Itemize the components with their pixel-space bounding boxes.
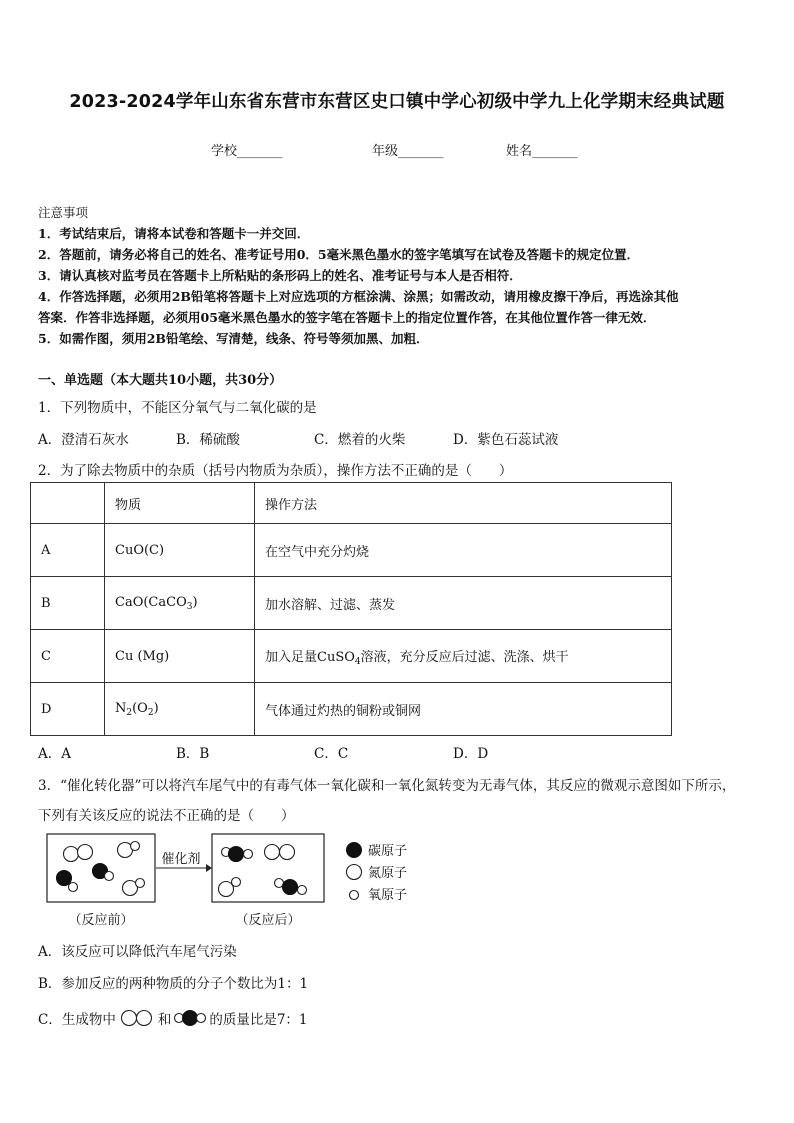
- notice-item-2: 2．答题前，请务必将自己的姓名、准考证号用0．5毫米黑色墨水的签字笔填写在试卷及答题卡的规定位置．: [38, 247, 640, 262]
- formula-end: ): [192, 594, 198, 610]
- table-header-cell: 操作方法: [255, 483, 672, 524]
- q1-option-d[interactable]: D．紫色石蕊试液: [453, 432, 559, 448]
- q2-stem: 2．为了除去物质中的杂质（括号内物质为杂质），操作方法不正确的是（ ）: [38, 463, 513, 479]
- grade-field[interactable]: 年级_______: [372, 144, 444, 159]
- legend-carbon: 碳原子: [368, 844, 408, 859]
- notice-heading: 注意事项: [38, 205, 89, 220]
- q2-option-d[interactable]: D．D: [453, 746, 489, 762]
- q1-option-c[interactable]: C．燃着的火柴: [314, 432, 406, 448]
- formula-subscript: 2: [126, 707, 133, 718]
- formula-subscript: 4: [354, 656, 361, 667]
- q3-stem-line1: 3．“催化转化器”可以将汽车尾气中的有毒气体一氧化碳和一氧化氮转变为无毒气体，其反应的微观示意图如下所示，: [38, 778, 736, 794]
- carbon-atom-icon: [347, 843, 362, 858]
- q3-option-a[interactable]: A．该反应可以降低汽车尾气污染: [38, 944, 237, 960]
- table-header-row: [31, 483, 672, 524]
- legend-oxygen: 氧原子: [368, 888, 408, 903]
- row-method: 在空气中充分灼烧: [255, 524, 672, 577]
- row-label: C: [31, 630, 105, 683]
- reaction-before-box: [47, 834, 155, 902]
- after-label: （反应后）: [235, 913, 301, 928]
- page-title: 2023-2024学年山东省东营市东营区史口镇中学心初级中学九上化学期末经典试题: [69, 92, 725, 112]
- q1-option-a[interactable]: A．澄清石灰水: [38, 432, 129, 448]
- option-c-and: 和: [157, 1012, 172, 1028]
- name-field[interactable]: 姓名_______: [506, 144, 578, 159]
- legend-nitrogen: 氮原子: [368, 866, 408, 881]
- notice-item-3: 3．请认真核对监考员在答题卡上所粘贴的条形码上的姓名、准考证号与本人是否相符．: [38, 268, 522, 283]
- q3-stem-line2: 下列有关该反应的说法不正确的是（ ）: [38, 808, 295, 824]
- notice-item-4-cont: 答案．作答非选择题，必须用05毫米黑色墨水的签字笔在答题卡上的指定位置作答，在其他位置作答一律无效．: [38, 310, 656, 325]
- formula-part: (O: [132, 700, 148, 716]
- formula-part: N: [115, 700, 127, 716]
- reaction-after-box: [212, 834, 324, 902]
- row-substance: [105, 577, 255, 630]
- table-row: [31, 524, 672, 577]
- reaction-diagram: [46, 832, 426, 932]
- nitrogen-molecule-icon: [119, 1008, 155, 1028]
- notice-item-1: 1．考试结束后，请将本试卷和答题卡一并交回．: [38, 226, 310, 241]
- row-label: A: [31, 524, 105, 577]
- atom-legend: [347, 843, 408, 904]
- oxygen-atom-icon: [350, 891, 359, 900]
- carbon-dioxide-molecule-icon: [172, 1008, 208, 1028]
- table-header-cell: 物质: [105, 483, 255, 524]
- table-row: [31, 577, 672, 630]
- method-pre: 加入足量CuSO: [265, 649, 355, 665]
- q2-option-a[interactable]: A．A: [38, 746, 71, 762]
- option-c-prefix: C．生成物中: [38, 1012, 116, 1028]
- table-row: [31, 630, 672, 683]
- q3-option-c[interactable]: [38, 1008, 308, 1028]
- formula-subscript: 2: [147, 707, 154, 718]
- row-substance: [105, 683, 255, 736]
- q1-option-b[interactable]: B．稀硫酸: [176, 432, 240, 448]
- row-substance: Cu (Mg): [105, 630, 255, 683]
- option-c-suffix: 的质量比是7：1: [209, 1012, 308, 1028]
- catalyst-label: 催化剂: [161, 852, 201, 867]
- method-post: 溶液，充分反应后过滤、洗涤、烘干: [360, 649, 569, 665]
- row-label: D: [31, 683, 105, 736]
- section-heading: 一、单选题（本大题共10小题，共30分）: [38, 373, 283, 388]
- row-method: [255, 630, 672, 683]
- row-method: 加水溶解、过滤、蒸发: [255, 577, 672, 630]
- q2-table: [30, 482, 672, 736]
- row-label: B: [31, 577, 105, 630]
- formula-main: CaO(CaCO: [115, 594, 187, 610]
- before-label: （反应前）: [68, 913, 134, 928]
- formula-part: ): [153, 700, 159, 716]
- q2-option-c[interactable]: C．C: [314, 746, 349, 762]
- table-header-cell: [31, 483, 105, 524]
- q1-stem: 1．下列物质中，不能区分氧气与二氧化碳的是: [38, 400, 317, 416]
- q3-option-b[interactable]: B．参加反应的两种物质的分子个数比为1：1: [38, 976, 309, 992]
- row-substance: CuO(C): [105, 524, 255, 577]
- nitrogen-atom-icon: [347, 865, 362, 880]
- row-method: 气体通过灼热的铜粉或铜网: [255, 683, 672, 736]
- formula-subscript: 3: [186, 601, 193, 612]
- notice-item-4: 4．作答选择题，必须用2B铅笔将答题卡上对应选项的方框涂满、涂黑；如需改动，请用橡皮擦干净后，再选涂其他: [38, 289, 679, 304]
- q2-option-b[interactable]: B．B: [176, 746, 210, 762]
- school-field[interactable]: 学校_______: [211, 144, 283, 159]
- notice-item-5: 5．如需作图，须用2B铅笔绘、写清楚，线条、符号等须加黑、加粗．: [38, 331, 429, 346]
- table-row: [31, 683, 672, 736]
